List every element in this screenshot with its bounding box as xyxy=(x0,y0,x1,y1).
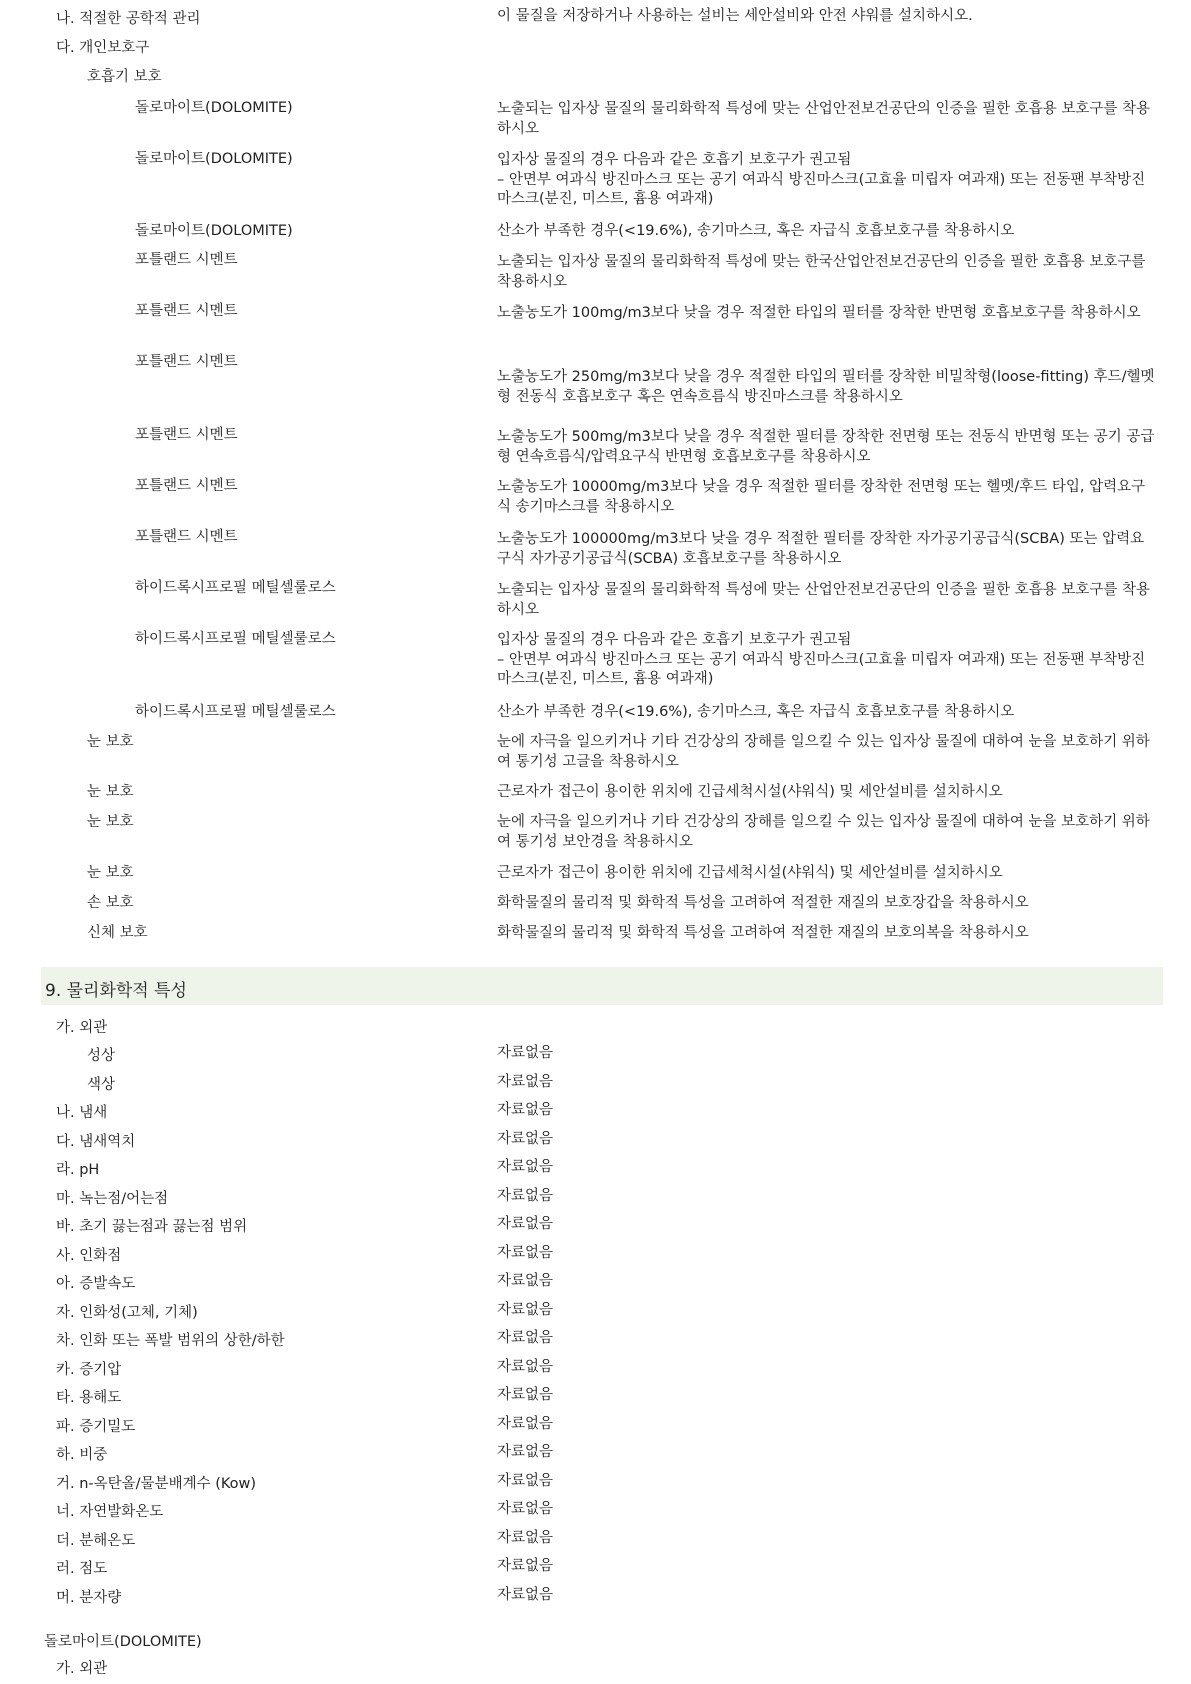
row-label: 신체 보호 xyxy=(87,925,148,941)
row-label: 눈 보호 xyxy=(87,784,134,800)
property-value: 자료없음 xyxy=(497,1188,554,1204)
substance-heading: 돌로마이트(DOLOMITE) xyxy=(44,1634,202,1650)
row-label: 나. 적절한 공학적 관리 xyxy=(56,11,201,27)
property-value: 자료없음 xyxy=(497,1216,554,1232)
substance-label: 돌로마이트(DOLOMITE) xyxy=(135,100,293,116)
property-value: 자료없음 xyxy=(497,1587,554,1603)
property-value: 자료없음 xyxy=(497,1045,554,1061)
property-label: 타. 용해도 xyxy=(56,1390,122,1406)
substance-label: 하이드록시프로필 메틸셀룰로스 xyxy=(135,704,336,720)
property-label: 마. 녹는점/어는점 xyxy=(56,1191,169,1207)
row-label: 손 보호 xyxy=(87,895,134,911)
section-title: 9. 물리화학적 특성 xyxy=(45,981,187,1001)
substance-label: 포틀랜드 시멘트 xyxy=(135,252,238,268)
row-value: 눈에 자극을 일으키거나 기타 건강상의 장해를 일으킬 수 있는 입자상 물질에 대하여 눈을 보호하기 위하여 통기성 보안경을 착용하시오 xyxy=(497,814,1150,850)
substance-label: 하이드록시프로필 메틸셀룰로스 xyxy=(135,631,336,647)
substance-label: 포틀랜드 시멘트 xyxy=(135,529,238,545)
substance-label: 포틀랜드 시멘트 xyxy=(135,427,238,443)
substance-label: 돌로마이트(DOLOMITE) xyxy=(135,223,293,239)
property-label: 러. 점도 xyxy=(56,1561,108,1577)
row-label: 다. 개인보호구 xyxy=(56,40,150,56)
substance-label: 돌로마이트(DOLOMITE) xyxy=(135,151,293,167)
property-value: 자료없음 xyxy=(497,1245,554,1261)
section-9-header xyxy=(41,967,1163,1005)
resp-value: 산소가 부족한 경우(<19.6%), 송기마스크, 혹은 자급식 호흡보호구를 착용하시오 xyxy=(497,223,1015,239)
row-value: 눈에 자극을 일으키거나 기타 건강상의 장해를 일으킬 수 있는 입자상 물질에 대하여 눈을 보호하기 위하여 통기성 고글을 착용하시오 xyxy=(497,734,1150,770)
property-value: 자료없음 xyxy=(497,1558,554,1574)
property-value: 자료없음 xyxy=(497,1273,554,1289)
property-value: 자료없음 xyxy=(497,1330,554,1346)
property-value: 자료없음 xyxy=(497,1444,554,1460)
property-value: 자료없음 xyxy=(497,1501,554,1517)
substance-label: 포틀랜드 시멘트 xyxy=(135,303,238,319)
resp-value: 노출농도가 500mg/m3보다 낮을 경우 적절한 필터를 장착한 전면형 또는 전동식 반면형 또는 공기 공급형 연속흐름식/압력요구식 반면형 호흡보호구를 착용하시오 xyxy=(497,429,1155,465)
resp-value: 노출농도가 100mg/m3보다 낮을 경우 적절한 타입의 필터를 장착한 반면형 호흡보호구를 착용하시오 xyxy=(497,305,1141,321)
property-value: 자료없음 xyxy=(497,1530,554,1546)
property-value: 자료없음 xyxy=(497,1416,554,1432)
property-label: 성상 xyxy=(87,1048,116,1064)
property-label: 파. 증기밀도 xyxy=(56,1419,136,1435)
row-value: 화학물질의 물리적 및 화학적 특성을 고려하여 적절한 재질의 보호장갑을 착용하시오 xyxy=(497,895,1029,911)
substance-label: 포틀랜드 시멘트 xyxy=(135,478,238,494)
property-value: 자료없음 xyxy=(497,1302,554,1318)
property-label: 바. 초기 끓는점과 끓는점 범위 xyxy=(56,1219,248,1235)
resp-value: 노출농도가 10000mg/m3보다 낮을 경우 적절한 필터를 장착한 전면형 또는 헬멧/후드 타입, 압력요구식 송기마스크를 착용하시오 xyxy=(497,479,1146,515)
property-label: 하. 비중 xyxy=(56,1447,108,1463)
resp-value: 산소가 부족한 경우(<19.6%), 송기마스크, 혹은 자급식 호흡보호구를 착용하시오 xyxy=(497,704,1015,720)
row-label: 눈 보호 xyxy=(87,734,134,750)
row-value: 근로자가 접근이 용이한 위치에 긴급세척시설(샤워식) 및 세안설비를 설치하시오 xyxy=(497,865,1003,881)
resp-value: 입자상 물질의 경우 다음과 같은 호흡기 보호구가 권고됨 – 안면부 여과식 방진마스크 또는 공기 여과식 방진마스크(고효율 미립자 여과재) 또는 전동팬 부착방진 마스크(분진, 미스트, 흄용 여과재) xyxy=(497,152,1146,207)
resp-value: 노출되는 입자상 물질의 물리화학적 특성에 맞는 한국산업안전보건공단의 인증을 필한 호흡용 보호구를 착용하시오 xyxy=(497,254,1146,290)
row-value: 화학물질의 물리적 및 화학적 특성을 고려하여 적절한 재질의 보호의복을 착용하시오 xyxy=(497,925,1029,941)
property-value: 자료없음 xyxy=(497,1473,554,1489)
property-label: 아. 증발속도 xyxy=(56,1276,136,1292)
property-label: 라. pH xyxy=(56,1162,100,1178)
row-label: 눈 보호 xyxy=(87,865,134,881)
property-label: 나. 냄새 xyxy=(56,1105,108,1121)
substance-label: 하이드록시프로필 메틸셀룰로스 xyxy=(135,580,336,596)
property-label: 너. 자연발화온도 xyxy=(56,1504,164,1520)
row-label: 눈 보호 xyxy=(87,814,134,830)
property-value: 자료없음 xyxy=(497,1159,554,1175)
property-label: 색상 xyxy=(87,1077,116,1093)
resp-value: 노출농도가 250mg/m3보다 낮을 경우 적절한 타입의 필터를 장착한 비밀착형(loose-fitting) 후드/헬멧형 전동식 호흡보호구 혹은 연속흐름식 방진마스크를 착용하시오 xyxy=(497,369,1155,405)
resp-value: 노출되는 입자상 물질의 물리화학적 특성에 맞는 산업안전보건공단의 인증을 필한 호흡용 보호구를 착용하시오 xyxy=(497,582,1150,618)
property-value: 자료없음 xyxy=(497,1359,554,1375)
property-label: 사. 인화점 xyxy=(56,1248,122,1264)
row-value: 이 물질을 저장하거나 사용하는 설비는 세안설비와 안전 샤워를 설치하시오. xyxy=(497,8,973,24)
resp-value: 입자상 물질의 경우 다음과 같은 호흡기 보호구가 권고됨 – 안면부 여과식 방진마스크 또는 공기 여과식 방진마스크(고효율 미립자 여과재) 또는 전동팬 부착방진 마스크(분진, 미스트, 흄용 여과재) xyxy=(497,632,1146,687)
property-value: 자료없음 xyxy=(497,1074,554,1090)
property-label: 자. 인화성(고체, 기체) xyxy=(56,1305,198,1321)
substance-label: 포틀랜드 시멘트 xyxy=(135,354,238,370)
resp-value: 노출되는 입자상 물질의 물리화학적 특성에 맞는 산업안전보건공단의 인증을 필한 호흡용 보호구를 착용하시오 xyxy=(497,101,1150,137)
property-label: 머. 분자량 xyxy=(56,1590,122,1606)
resp-value: 노출농도가 100000mg/m3보다 낮을 경우 적절한 필터를 장착한 자가공기공급식(SCBA) 또는 압력요구식 자가공기공급식(SCBA) 호흡보호구를 착용하시오 xyxy=(497,531,1145,567)
row-label: 호흡기 보호 xyxy=(87,69,162,85)
property-value: 자료없음 xyxy=(497,1102,554,1118)
property-label: 다. 냄새역치 xyxy=(56,1134,136,1150)
property-value: 자료없음 xyxy=(497,1131,554,1147)
row-value: 근로자가 접근이 용이한 위치에 긴급세척시설(샤워식) 및 세안설비를 설치하시오 xyxy=(497,784,1003,800)
property-label: 가. 외관 xyxy=(56,1020,108,1036)
property-label: 더. 분해온도 xyxy=(56,1533,136,1549)
property-label: 차. 인화 또는 폭발 범위의 상한/하한 xyxy=(56,1333,285,1349)
property-label: 거. n-옥탄올/물분배계수 (Kow) xyxy=(56,1476,257,1492)
substance-appearance-label: 가. 외관 xyxy=(56,1661,108,1677)
property-value: 자료없음 xyxy=(497,1387,554,1403)
property-label: 카. 증기압 xyxy=(56,1362,122,1378)
